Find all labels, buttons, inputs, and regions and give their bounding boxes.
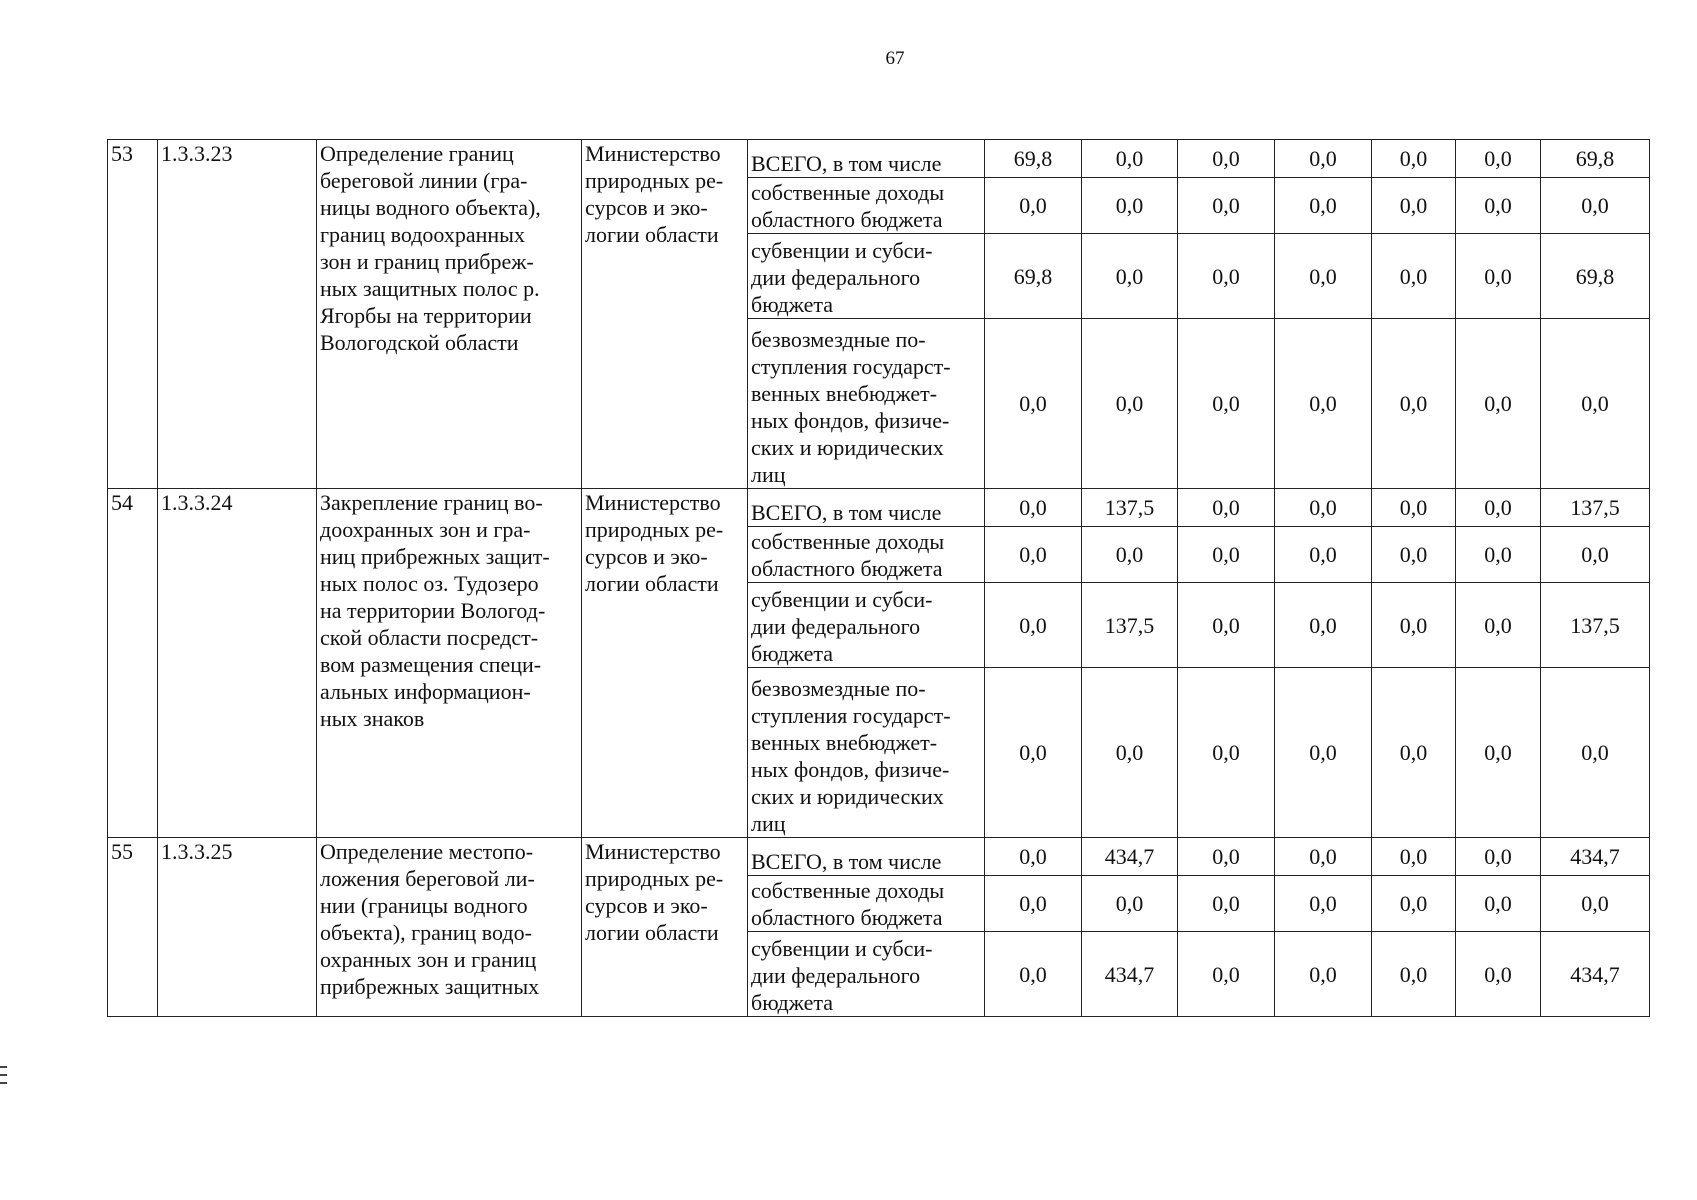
value-cell: 0,0: [985, 838, 1082, 876]
row-number: 54: [108, 489, 158, 838]
margin-mark: [0, 1066, 7, 1090]
table-row: [108, 838, 1650, 876]
row-number: 53: [108, 140, 158, 489]
value-cell: 0,0: [1275, 668, 1372, 838]
funding-source: собственные доходы областного бюджета: [748, 178, 985, 234]
event-title: Определение местопо- ложения береговой ли- нии (границы водного объекта), границ водо- охранных зон и границ прибрежных защитных: [317, 838, 582, 1017]
value-cell: 434,7: [1082, 932, 1178, 1017]
value-cell: 0,0: [1082, 319, 1178, 489]
row-number: 55: [108, 838, 158, 1017]
value-cell: 434,7: [1541, 838, 1650, 876]
value-cell: 0,0: [985, 932, 1082, 1017]
value-cell: 69,8: [985, 140, 1082, 178]
value-cell: 0,0: [1082, 234, 1178, 319]
value-cell: 0,0: [1541, 668, 1650, 838]
row-code: 1.3.3.25: [158, 838, 317, 1017]
value-cell: 0,0: [985, 668, 1082, 838]
value-cell: 0,0: [1456, 876, 1541, 932]
value-cell: 0,0: [1456, 319, 1541, 489]
value-cell: 0,0: [1456, 583, 1541, 668]
value-cell: 0,0: [1178, 319, 1275, 489]
value-cell: 0,0: [1541, 319, 1650, 489]
value-cell: 0,0: [1456, 234, 1541, 319]
value-cell: 0,0: [985, 583, 1082, 668]
value-cell: 0,0: [1456, 140, 1541, 178]
value-cell: 0,0: [1082, 668, 1178, 838]
value-cell: 0,0: [1275, 489, 1372, 527]
funding-source: субвенции и субси- дии федерального бюджета: [748, 234, 985, 319]
value-cell: 0,0: [1082, 178, 1178, 234]
value-cell: 0,0: [985, 489, 1082, 527]
funding-source: субвенции и субси- дии федерального бюджета: [748, 583, 985, 668]
value-cell: 0,0: [1178, 178, 1275, 234]
value-cell: 0,0: [985, 319, 1082, 489]
funding-source: безвозмездные по- ступления государст- венных внебюджет- ных фондов, физиче- ских и юридических лиц: [748, 668, 985, 838]
funding-source: безвозмездные по- ступления государст- венных внебюджет- ных фондов, физиче- ских и юридических лиц: [748, 319, 985, 489]
value-cell: 0,0: [1372, 140, 1456, 178]
value-cell: 0,0: [1178, 876, 1275, 932]
value-cell: 0,0: [1082, 876, 1178, 932]
executor: Министерство природных ре- сурсов и эко- логии области: [582, 489, 748, 838]
value-cell: 137,5: [1082, 583, 1178, 668]
value-cell: 0,0: [1275, 319, 1372, 489]
value-cell: 0,0: [1541, 876, 1650, 932]
executor: Министерство природных ре- сурсов и эко- логии области: [582, 838, 748, 1017]
value-cell: 434,7: [1082, 838, 1178, 876]
value-cell: 0,0: [1456, 838, 1541, 876]
value-cell: 69,8: [1541, 234, 1650, 319]
budget-table: [107, 139, 1650, 1017]
value-cell: 69,8: [1541, 140, 1650, 178]
value-cell: 0,0: [1178, 838, 1275, 876]
value-cell: 0,0: [1541, 178, 1650, 234]
value-cell: 0,0: [1372, 489, 1456, 527]
value-cell: 0,0: [1082, 527, 1178, 583]
table-row: [108, 489, 1650, 527]
value-cell: 0,0: [985, 876, 1082, 932]
value-cell: 0,0: [1275, 838, 1372, 876]
funding-source: субвенции и субси- дии федерального бюджета: [748, 932, 985, 1017]
value-cell: 0,0: [1178, 668, 1275, 838]
value-cell: 0,0: [1372, 319, 1456, 489]
value-cell: 0,0: [1372, 527, 1456, 583]
value-cell: 0,0: [1372, 932, 1456, 1017]
funding-source: ВСЕГО, в том числе: [748, 140, 985, 178]
value-cell: 0,0: [1178, 583, 1275, 668]
value-cell: 0,0: [1178, 527, 1275, 583]
event-title: Закрепление границ во- доохранных зон и гра- ниц прибрежных защит- ных полос оз. Тудозеро на территории Вологод- ской области посредст- вом размещения специ- альных информацион- ных знаков: [317, 489, 582, 838]
value-cell: 0,0: [1275, 234, 1372, 319]
row-code: 1.3.3.24: [158, 489, 317, 838]
value-cell: 0,0: [1372, 668, 1456, 838]
funding-source: ВСЕГО, в том числе: [748, 489, 985, 527]
value-cell: 0,0: [1178, 140, 1275, 178]
funding-source: ВСЕГО, в том числе: [748, 838, 985, 876]
value-cell: 0,0: [1456, 527, 1541, 583]
event-title: Определение границ береговой линии (гра- ницы водного объекта), границ водоохранных зон и границ прибреж- ных защитных полос р. Ягорбы на территории Вологодской области: [317, 140, 582, 489]
value-cell: 0,0: [1178, 932, 1275, 1017]
value-cell: 0,0: [1456, 668, 1541, 838]
page-number: 67: [885, 48, 905, 69]
value-cell: 0,0: [1456, 932, 1541, 1017]
value-cell: 0,0: [1275, 876, 1372, 932]
value-cell: 0,0: [1178, 489, 1275, 527]
value-cell: 0,0: [1372, 838, 1456, 876]
value-cell: 0,0: [1082, 140, 1178, 178]
value-cell: 0,0: [1275, 527, 1372, 583]
row-code: 1.3.3.23: [158, 140, 317, 489]
value-cell: 137,5: [1541, 489, 1650, 527]
executor: Министерство природных ре- сурсов и эко- логии области: [582, 140, 748, 489]
value-cell: 0,0: [1372, 234, 1456, 319]
funding-source: собственные доходы областного бюджета: [748, 876, 985, 932]
table-row: [108, 140, 1650, 178]
value-cell: 0,0: [1541, 527, 1650, 583]
funding-source: собственные доходы областного бюджета: [748, 527, 985, 583]
value-cell: 0,0: [1275, 140, 1372, 178]
value-cell: 0,0: [985, 178, 1082, 234]
value-cell: 0,0: [1372, 583, 1456, 668]
value-cell: 0,0: [1275, 583, 1372, 668]
value-cell: 137,5: [1541, 583, 1650, 668]
value-cell: 0,0: [1372, 876, 1456, 932]
value-cell: 434,7: [1541, 932, 1650, 1017]
value-cell: 0,0: [1178, 234, 1275, 319]
value-cell: 69,8: [985, 234, 1082, 319]
value-cell: 0,0: [1275, 178, 1372, 234]
value-cell: 0,0: [1456, 178, 1541, 234]
value-cell: 0,0: [1456, 489, 1541, 527]
value-cell: 0,0: [985, 527, 1082, 583]
value-cell: 0,0: [1372, 178, 1456, 234]
value-cell: 137,5: [1082, 489, 1178, 527]
value-cell: 0,0: [1275, 932, 1372, 1017]
